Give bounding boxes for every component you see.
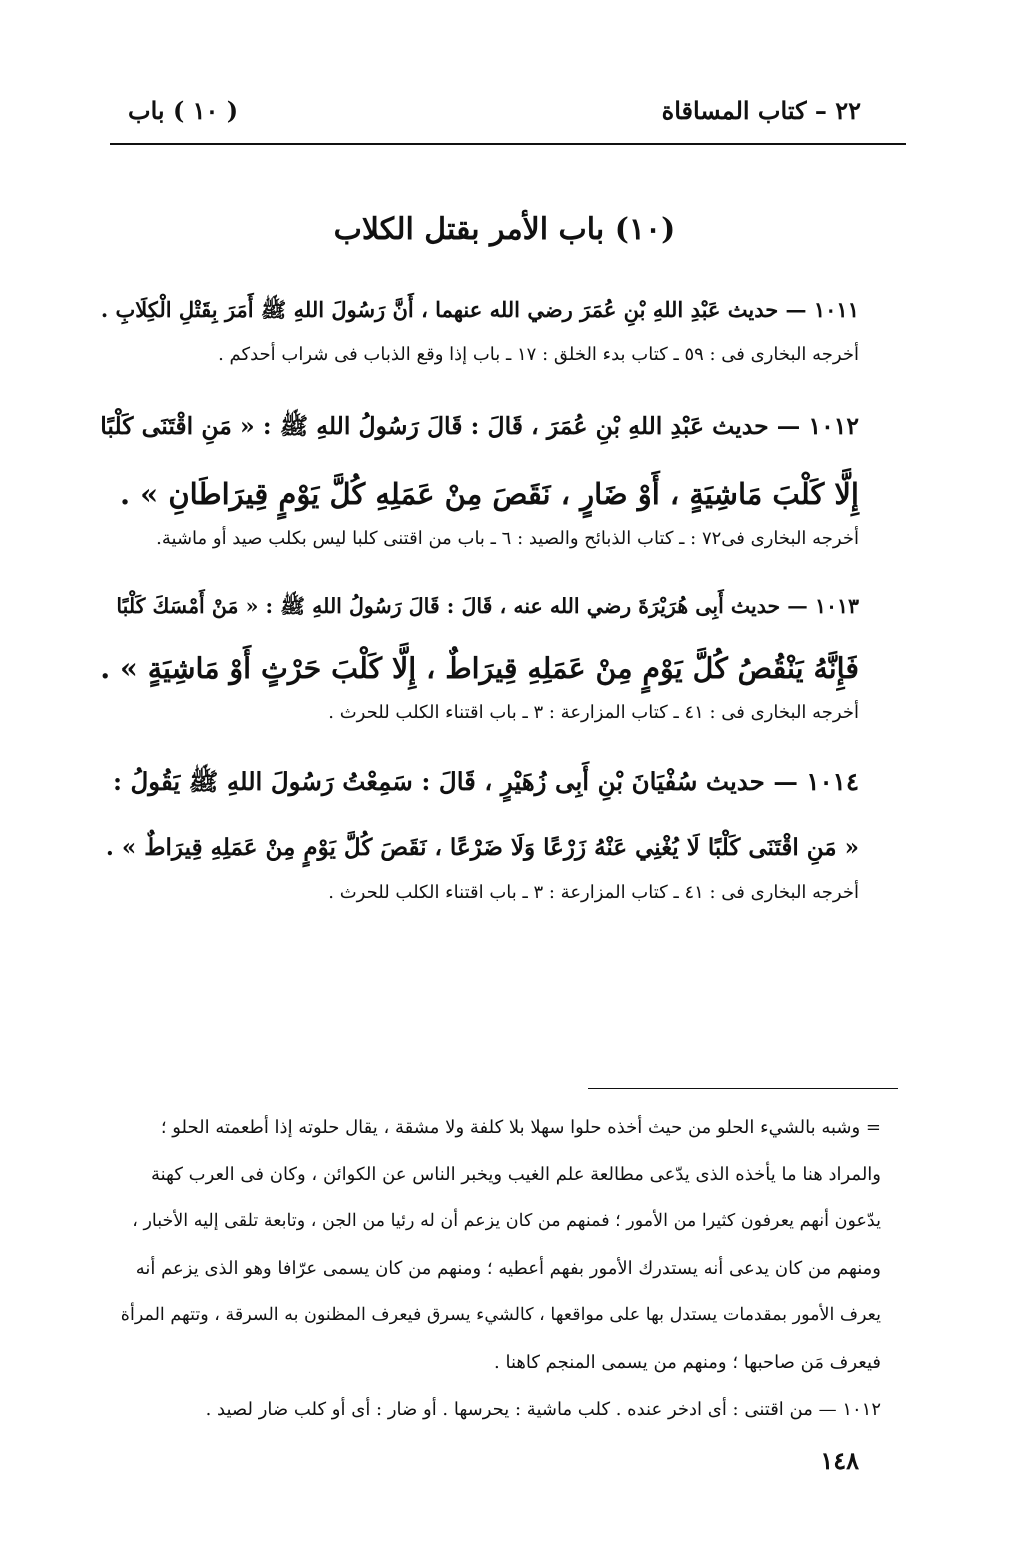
hadith-source: أخرجه البخارى فى٧٢ : ـ كتاب الذبائح والصيد : ٦ ـ باب من اقتنى كلبا ليس بكلب صيد أو ماشية. bbox=[156, 528, 859, 549]
page-number: ١٤٨ bbox=[820, 1446, 859, 1475]
header-divider bbox=[110, 143, 906, 145]
hadith-block bbox=[99, 282, 859, 370]
running-header-section: ( ١٠ ) باب bbox=[128, 96, 239, 125]
running-header-chapter: ٢٢ – كتاب المساقاة bbox=[661, 96, 861, 125]
footnotes bbox=[121, 1104, 881, 1433]
footnote-line: ١٠١٢ — من اقتنى : أى ادخر عنده . كلب ماشية : يحرسها . أو ضار : أى أو كلب ضار لصيد . bbox=[205, 1399, 881, 1420]
chapter-title: (١٠) باب الأمر بقتل الكلاب bbox=[333, 212, 676, 247]
hadith-block bbox=[99, 398, 859, 554]
hadith-text-line: « مَنِ اقْتَنَى كَلْبًا لَا يُغْنِي عَنْهُ زَرْعًا وَلَا ضَرْعًا ، نَقَصَ كُلَّ يَوْمٍ مِنْ عَمَلِهِ قِيرَاطٌ » . bbox=[105, 834, 859, 861]
hadith-block bbox=[99, 754, 859, 908]
footnote-line: ومنهم من كان يدعى أنه يستدرك الأمور بفهم أعطيه ؛ ومنهم من كان يسمى عرّافا وهو الذى يزعم أنه bbox=[135, 1258, 881, 1279]
hadith-text-line: ١٠١١ — حديث عَبْدِ اللهِ بْنِ عُمَرَ رضي الله عنهما ، أَنَّ رَسُولَ اللهِ ﷺ أَمَرَ بِقَتْلِ الْكِلَابِ . bbox=[100, 297, 859, 322]
footnote-divider bbox=[588, 1088, 898, 1089]
hadith-text-line: ١٠١٣ — حديث أَبِى هُرَيْرَةَ رضي الله عنه ، قَالَ : قَالَ رَسُولُ اللهِ ﷺ : « مَنْ أَمْسَكَ كَلْبًا bbox=[116, 594, 859, 618]
hadith-text-line: ١٠١٢ — حديث عَبْدِ اللهِ بْنِ عُمَرَ ، قَالَ : قَالَ رَسُولُ اللهِ ﷺ : « مَنِ اقْتَنَى كَلْبًا bbox=[100, 412, 859, 440]
hadith-text-line: فَإِنَّهُ يَنْقُصُ كُلَّ يَوْمٍ مِنْ عَمَلِهِ قِيرَاطٌ ، إِلَّا كَلْبَ حَرْثٍ أَوْ مَاشِيَةٍ » . bbox=[100, 651, 859, 685]
footnote-line: والمراد هنا ما يأخذه الذى يدّعى مطالعة علم الغيب ويخبر الناس عن الكوائن ، وكان فى العرب كهنة bbox=[150, 1164, 881, 1185]
footnote-line: يدّعون أنهم يعرفون كثيرا من الأمور ؛ فمنهم من كان يزعم أن له رئيا من الجن ، وتابعة تلقى إليه الأخبار ، bbox=[132, 1211, 881, 1231]
hadith-block bbox=[99, 578, 859, 728]
hadith-text-line: إِلَّا كَلْبَ مَاشِيَةٍ ، أَوْ ضَارٍ ، نَقَصَ مِنْ عَمَلِهِ كُلَّ يَوْمٍ قِيرَاطَانِ » . bbox=[119, 477, 859, 511]
hadith-source: أخرجه البخارى فى : ٤١ ـ كتاب المزارعة : ٣ ـ باب اقتناء الكلب للحرث . bbox=[328, 702, 859, 723]
hadith-source: أخرجه البخارى فى : ٤١ ـ كتاب المزارعة : ٣ ـ باب اقتناء الكلب للحرث . bbox=[328, 882, 859, 903]
footnote-line: يعرف الأمور بمقدمات يستدل بها على مواقعها ، كالشيء يسرق فيعرف المظنون به السرقة ، وتتهم المرأة bbox=[120, 1305, 881, 1325]
footnote-line: فيعرف مَن صاحبها ؛ ومنهم من يسمى المنجم كاهنا . bbox=[494, 1352, 881, 1373]
hadith-source: أخرجه البخارى فى : ٥٩ ـ كتاب بدء الخلق : ١٧ ـ باب إذا وقع الذباب فى شراب أحدكم . bbox=[218, 344, 859, 365]
hadith-text-line: ١٠١٤ — حديث سُفْيَانَ بْنِ أَبِى زُهَيْرٍ ، قَالَ : سَمِعْتُ رَسُولَ اللهِ ﷺ يَقُولُ : bbox=[112, 767, 859, 796]
footnote-line: = وشبه بالشيء الحلو من حيث أخذه حلوا سهلا بلا كلفة ولا مشقة ، يقال حلوته إذا أطعمته الحلو ؛ bbox=[160, 1117, 881, 1138]
